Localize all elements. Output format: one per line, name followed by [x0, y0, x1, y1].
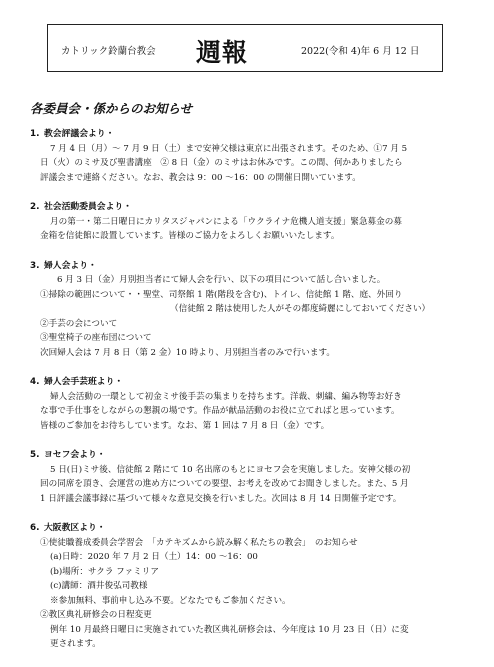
notice-number: 1.: [30, 129, 40, 139]
notice-line: ②教区典礼研修会の日程変更: [40, 610, 152, 620]
notice-heading: [30, 259, 482, 274]
notice-list: [30, 127, 482, 667]
bulletin-title: 週報: [196, 38, 249, 67]
notice-item: [30, 375, 482, 433]
notice-line: (b)場所：サクラ ファミリア: [50, 566, 159, 577]
notice-line: ①掃除の範囲について・・聖堂、司祭館 1 階(階段を含む)、トイレ、信徒館 1 階、庭、外回り: [40, 289, 403, 300]
notice-number: 5.: [30, 450, 40, 460]
section-heading: 各委員会・係からのお知らせ: [30, 101, 193, 116]
notice-item: [30, 259, 482, 361]
notice-line: 更されます。: [50, 639, 101, 649]
notice-line: ②手芸の会について: [40, 318, 118, 329]
church-name: カトリック鈴蘭台教会: [61, 46, 156, 57]
notice-line: 評議会まで連絡ください。なお、教会は 9：00 〜16：00 の開催日開いています。: [40, 172, 361, 183]
notice-line: (a)日時：2020 年 7 月 2 日（土）14：00 〜16：00: [50, 552, 258, 562]
notice-line: 皆様のご参加をお待ちしています。なお、第 1 回は 7 月 8 日（金）です。: [40, 420, 330, 431]
notice-line: 5 日(日)ミサ後、信徒館 2 階にて 10 名出席のもとにヨセフ会を実施しました。安神父様の初: [50, 464, 411, 475]
notice-number: 2.: [30, 202, 40, 212]
notice-title: 婦人会手芸班より・: [44, 377, 124, 387]
notice-heading: [30, 448, 482, 463]
notice-line: ①使徒職養成委員会学習会 「カテキズムから読み解く私たちの教会」 のお知らせ: [40, 537, 358, 548]
notice-line: 次回婦人会は 7 月 8 日（第 2 金）10 時より、月別担当者のみで行います。: [40, 347, 335, 358]
notice-title: 社会活動委員会より・: [44, 202, 132, 212]
notice-line: 回の同席を頂き、会運営の進め方についての要望、お考えを改めてお聞きしました。また、5 月: [40, 479, 409, 489]
notice-item: [30, 448, 482, 506]
header-box: [47, 24, 443, 72]
notice-item: [30, 127, 482, 185]
notice-line: な事で手仕事をしながらの懇親の場です。作品が献品活動のお役に立てればと思っています。: [40, 406, 400, 416]
notice-line: 日（火）のミサ及び聖書講座 ② 8 日（金）のミサはお休みです。この間、何かありましたら: [40, 158, 403, 168]
notice-number: 4.: [30, 377, 40, 387]
notice-line: ③聖堂椅子の座布団について: [40, 333, 152, 343]
notice-number: 6.: [30, 523, 40, 533]
notice-title: ヨセフ会より・: [44, 450, 106, 460]
notice-heading: [30, 521, 482, 536]
notice-heading: [30, 375, 482, 390]
notice-line: 7 月 4 日（月）〜 7 月 9 日（土）まで安神父様は東京に出張されます。そのため、①7 月 5: [50, 143, 408, 154]
notice-line: (c)講師：酒井俊弘司教様: [50, 581, 148, 591]
notice-heading: [30, 127, 482, 142]
notice-line: 月の第一・第二日曜日にカリタスジャパンによる「ウクライナ危機人道支援」緊急募金の募: [50, 216, 402, 227]
notice-line: ※参加無料、事前申し込み不要。どなたでもご参加ください。: [50, 595, 291, 606]
notice-line: （信徒館 2 階は使用した人がその都度綺麗にしておいてください）: [170, 304, 431, 314]
bulletin-date: 2022(令和 4)年 6 月 12 日: [301, 46, 420, 57]
notice-line: 婦人会活動の一環として初金ミサ後手芸の集まりを持ちます。洋裁、刺繍、編み物等お好き: [50, 391, 402, 402]
notice-item: [30, 521, 482, 652]
notice-title: 教会評議会より・: [44, 129, 115, 139]
notice-number: 3.: [30, 260, 40, 271]
notice-line: 例年 10 月最終日曜日に実施されていた教区典礼研修会は、今年度は 10 月 23 日（日）に変: [50, 624, 409, 635]
notice-heading: [30, 200, 482, 215]
notice-item: [30, 200, 482, 244]
notice-line: 6 月 3 日（金）月別担当者にて婦人会を行い、以下の項目について話し合いました。: [57, 275, 386, 285]
notice-title: 大阪教区より・: [44, 523, 106, 533]
notice-line: 1 日評議会議事録に基づいて様々な意見交換を行いました。次回は 8 月 14 日開催予定です。: [40, 493, 402, 504]
notice-title: 婦人会より・: [44, 260, 97, 271]
notice-line: 金箱を信徒館に設置しています。皆様のご協力をよろしくお願いいたします。: [40, 231, 340, 241]
